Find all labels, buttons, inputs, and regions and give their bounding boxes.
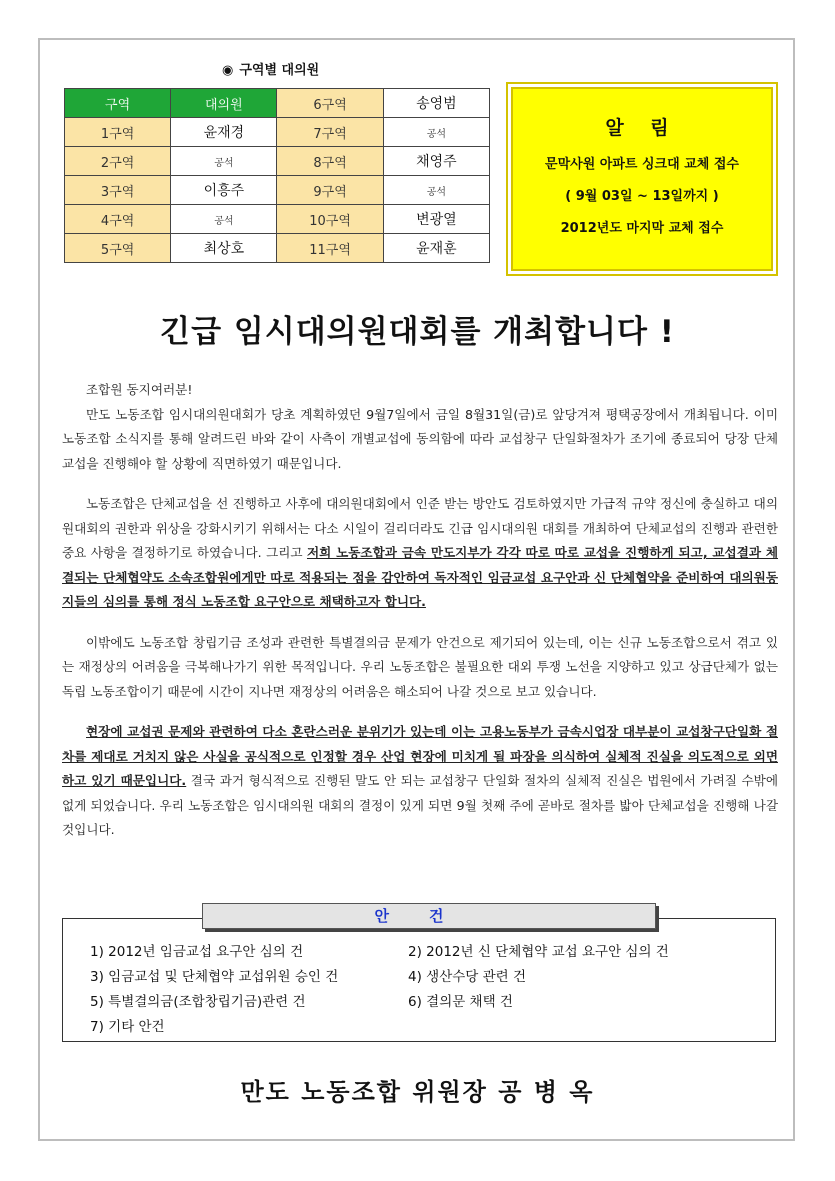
- table-row: [65, 118, 490, 147]
- salutation: 조합원 동지여러분!: [86, 382, 193, 397]
- caption-text: 구역별 대의원: [239, 63, 320, 78]
- agenda-list: [90, 940, 669, 1040]
- table-row: [65, 234, 490, 263]
- notice-line: 문막사원 아파트 싱크대 교체 접수: [545, 157, 739, 172]
- table-cell-name: 이흥주: [171, 176, 277, 205]
- notice-line: 2012년도 마지막 교체 접수: [560, 221, 724, 236]
- table-cell-area: 6구역: [277, 89, 383, 118]
- agenda-item: 4) 생산수당 관련 건: [408, 969, 527, 985]
- table-cell-area: 1구역: [65, 118, 171, 147]
- district-representatives-table: [64, 88, 490, 263]
- agenda-row: [90, 1015, 669, 1040]
- agenda-item: 5) 특별결의금(조합창립기금)관련 건: [90, 994, 306, 1010]
- table-cell-area: 11구역: [277, 234, 383, 263]
- paragraph-2-emphasis: 저희 노동조합과 금속 만도지부가 각각 따로 따로 교섭을 진행하게 되고, 교섭결과 체결되는 단체협약도 소속조합원에게만 따로 적용되는 점을 감안하여 독자적인 임금교섭 요구안과 신 단체협약을 준비하여 대의원동지들의 심의를 통해 정식 노동조합 요구안으로 채택하고자 합니다.: [62, 545, 778, 609]
- table-cell-area: 9구역: [277, 176, 383, 205]
- table-cell-area: 5구역: [65, 234, 171, 263]
- table-cell-name: 공석: [171, 205, 277, 234]
- radio-bullet-icon: ◉: [222, 63, 234, 78]
- agenda-item: 1) 2012년 임금교섭 요구안 심의 건: [90, 944, 304, 960]
- header-cell-representative: 대의원: [171, 89, 277, 118]
- table-cell-name: 윤재경: [171, 118, 277, 147]
- header-cell-district: 구역: [65, 89, 171, 118]
- table-cell-name: 채영주: [383, 147, 489, 176]
- table-cell-area: 8구역: [277, 147, 383, 176]
- signature: 만도 노동조합 위원장 공 병 옥: [240, 1078, 595, 1106]
- notice-box: [511, 87, 773, 271]
- table-header-row: [65, 89, 490, 118]
- table-row: [65, 176, 490, 205]
- paragraph-3: 이밖에도 노동조합 창립기금 조성과 관련한 특별결의금 문제가 안건으로 제기되어 있는데, 이는 신규 노동조합으로서 겪고 있는 재정상의 어려움을 극복해나가기 위한 목적입니다. 우리 노동조합은 불필요한 대외 투쟁 노선을 지양하고 있고 상급단체가 없는 독립 노동조합이기 때문에 시간이 지나면 재정상의 어려움은 해소되어 나갈 것으로 보고 있습니다.: [62, 634, 778, 699]
- paragraph-2-text: 노동조합은 단체교섭을 선 진행하고 사후에 대의원대회에서 인준 받는 방안도 검토하였지만 가급적 규약 정신에 충실하고 대의원대회의 권한과 위상을 강화시키기 위해서는 다소 시일이 걸리더라도 긴급 임시대의원 대회를 개최하여 단체교섭의 진행과 관련한 중요 사항을 결정하기로 하였습니다. 그리고: [62, 496, 778, 560]
- table-cell-area: 4구역: [65, 205, 171, 234]
- agenda-item: 3) 임금교섭 및 단체협약 교섭위원 승인 건: [90, 969, 339, 985]
- table-row: [65, 205, 490, 234]
- paragraph-2: [62, 492, 778, 615]
- agenda-item: 6) 결의문 채택 건: [408, 994, 513, 1010]
- table-cell-area: 2구역: [65, 147, 171, 176]
- notice-line: ( 9월 03일 ~ 13일까지 ): [565, 189, 719, 204]
- body-text: [62, 378, 778, 843]
- agenda-title: 안건: [202, 903, 656, 929]
- table-cell-name: 윤재훈: [383, 234, 489, 263]
- paragraph-4: [62, 720, 778, 843]
- paragraph-4-text: 결국 과거 형식적으로 진행된 말도 안 되는 교섭창구 단일화 절차의 실체적 진실은 법원에서 가려질 수밖에 없게 되었습니다. 우리 노동조합은 임시대의원 대회의 결정이 있게 되면 9월 첫째 주에 곧바로 절차를 밟아 단체교섭을 진행해 나갈 것입니다.: [62, 773, 779, 837]
- district-table-caption: [222, 59, 319, 78]
- table-cell-name: 변광열: [383, 205, 489, 234]
- agenda-item: 2) 2012년 신 단체협약 교섭 요구안 심의 건: [408, 944, 669, 960]
- table-cell-name: 공석: [383, 118, 489, 147]
- agenda-row: [90, 990, 669, 1015]
- notice-title: 알 림: [605, 117, 679, 139]
- table-cell-area: 3구역: [65, 176, 171, 205]
- table-cell-name: 최상호: [171, 234, 277, 263]
- table-cell-area: 7구역: [277, 118, 383, 147]
- table-cell-name: 공석: [171, 147, 277, 176]
- table-row: [65, 147, 490, 176]
- table-cell-name: 송영범: [383, 89, 489, 118]
- agenda-item: 7) 기타 안건: [90, 1019, 165, 1035]
- table-cell-name: 공석: [383, 176, 489, 205]
- paragraph-1: 만도 노동조합 임시대의원대회가 당초 계획하였던 9월7일에서 금일 8월31일(금)로 앞당겨져 평택공장에서 개최됩니다. 이미 노동조합 소식지를 통해 알려드린 바와 같이 사측이 개별교섭에 동의함에 따라 교섭창구 단일화절차가 조기에 종료되어 당장 단체교섭을 진행해야 할 상황에 직면하였기 때문입니다.: [62, 406, 778, 471]
- table-cell-area: 10구역: [277, 205, 383, 234]
- paragraph-4-emphasis: 현장에 교섭권 문제와 관련하여 다소 혼란스러운 분위기가 있는데 이는 고용노동부가 금속시업장 대부분이 교섭창구단일화 절차를 제대로 거치지 않은 사실을 공식적으로 인정할 경우 산업 현장에 미치게 될 파장을 의식하여 실체적 진실을 의도적으로 외면하고 있기 때문입니다.: [62, 724, 778, 788]
- agenda-row: [90, 965, 669, 990]
- agenda-row: [90, 940, 669, 965]
- page-headline: 긴급 임시대의원대회를 개최합니다 !: [160, 314, 675, 350]
